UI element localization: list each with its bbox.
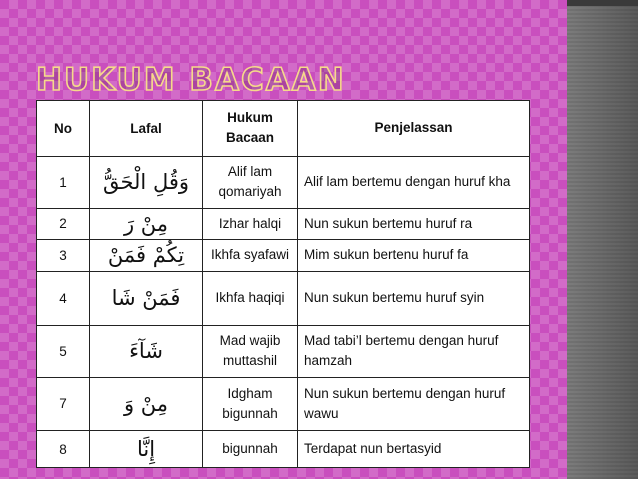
cell-hukum: Idgham bigunnah (203, 377, 298, 431)
cell-penjelasan: Mim sukun bertenu huruf fa (298, 239, 530, 271)
cell-hukum: Alif lam qomariyah (203, 156, 298, 208)
cell-lafal: مِنْ وَ (90, 377, 203, 431)
cell-no: 5 (37, 325, 90, 377)
table-row (37, 377, 530, 431)
hukum-bacaan-table (36, 100, 530, 468)
cell-lafal: تِكُمْ فَمَنْ (90, 239, 203, 271)
cell-penjelasan: Terdapat nun bertasyid (298, 431, 530, 468)
cell-lafal: مِنْ رَ (90, 208, 203, 239)
header-penjelasan: Penjelassan (298, 101, 530, 157)
cell-no: 7 (37, 377, 90, 431)
cell-penjelasan: Nun sukun bertemu huruf ra (298, 208, 530, 239)
cell-penjelasan: Alif lam bertemu dengan huruf kha (298, 156, 530, 208)
cell-penjelasan: Mad tabi’l bertemu dengan huruf hamzah (298, 325, 530, 377)
cell-hukum: Ikhfa syafawi (203, 239, 298, 271)
slide-title: HUKUM BACAAN (36, 62, 346, 98)
right-panel-top-strip (567, 0, 638, 6)
cell-penjelasan: Nun sukun bertemu huruf syin (298, 272, 530, 326)
hukum-bacaan-table-container (36, 100, 530, 468)
table-row (37, 272, 530, 326)
right-side-panel (567, 0, 638, 479)
cell-no: 3 (37, 239, 90, 271)
cell-no: 8 (37, 431, 90, 468)
cell-lafal: شَآءَ (90, 325, 203, 377)
cell-lafal: فَمَنْ شَا (90, 272, 203, 326)
cell-hukum: bigunnah (203, 431, 298, 468)
header-hukum-bacaan: Hukum Bacaan (203, 101, 298, 157)
table-row (37, 325, 530, 377)
header-lafal: Lafal (90, 101, 203, 157)
cell-penjelasan: Nun sukun bertemu dengan huruf wawu (298, 377, 530, 431)
table-row (37, 208, 530, 239)
cell-hukum: Ikhfa haqiqi (203, 272, 298, 326)
cell-lafal: إِنَّا (90, 431, 203, 468)
table-row (37, 431, 530, 468)
cell-no: 4 (37, 272, 90, 326)
cell-hukum: Mad wajib muttashil (203, 325, 298, 377)
table-row (37, 239, 530, 271)
cell-no: 1 (37, 156, 90, 208)
header-no: No (37, 101, 90, 157)
table-header-row (37, 101, 530, 157)
cell-lafal: وَقُلِ الْحَقُّ (90, 156, 203, 208)
table-row (37, 156, 530, 208)
cell-no: 2 (37, 208, 90, 239)
cell-hukum: Izhar halqi (203, 208, 298, 239)
